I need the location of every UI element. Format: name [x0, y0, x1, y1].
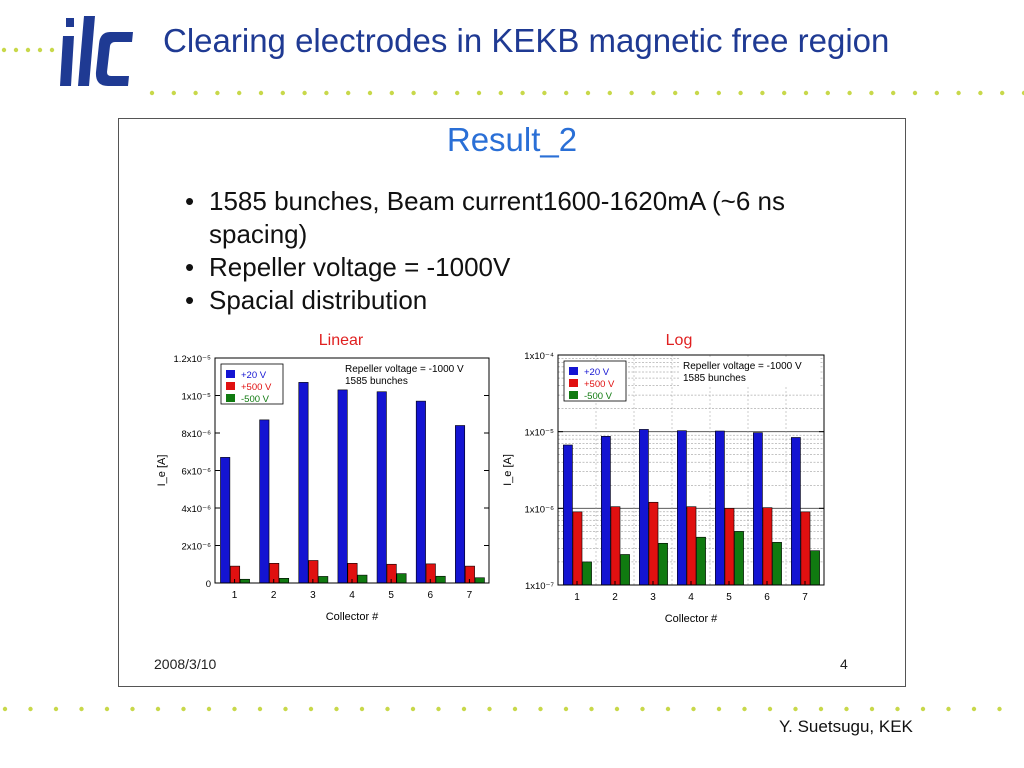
dot	[193, 91, 197, 95]
dot	[130, 707, 134, 711]
legend-swatch	[569, 391, 578, 399]
dot	[956, 91, 960, 95]
author-credit: Y. Suetsugu, KEK	[779, 717, 913, 736]
bullet-text: Spacial distribution	[209, 285, 428, 315]
bar	[677, 431, 686, 585]
legend-swatch	[226, 394, 235, 402]
legend-label: +20 V	[241, 370, 267, 381]
bar	[763, 508, 772, 585]
bar	[753, 433, 762, 585]
dot	[50, 48, 54, 52]
slide-date: 2008/3/10	[154, 656, 217, 672]
bar	[649, 502, 658, 585]
bar	[563, 445, 572, 585]
dot	[334, 707, 338, 711]
x-tick-label: 6	[764, 592, 770, 603]
dot	[804, 91, 808, 95]
y-tick-label: 6x10⁻⁶	[181, 466, 211, 478]
dot	[390, 91, 394, 95]
bullet-text: 1585 bunches, Beam current1600-1620mA (~6 ns spacing)	[209, 186, 785, 249]
dot	[258, 707, 262, 711]
bar	[810, 551, 819, 585]
x-tick-label: 5	[388, 590, 394, 601]
y-tick-label: 4x10⁻⁶	[181, 504, 211, 515]
dot	[436, 707, 440, 711]
dot	[629, 91, 633, 95]
bar	[397, 574, 406, 583]
dot	[913, 91, 917, 95]
dot	[455, 91, 459, 95]
dot	[640, 707, 644, 711]
dot	[819, 707, 823, 711]
y-tick-label: 1x10⁻⁶	[524, 504, 554, 516]
dot	[181, 707, 185, 711]
bar	[475, 578, 484, 583]
annotation-text: 1585 bunches	[345, 376, 408, 387]
dot	[513, 707, 517, 711]
x-axis-label: Collector #	[325, 611, 379, 623]
bar	[687, 507, 696, 585]
dot	[586, 91, 590, 95]
bar	[772, 542, 781, 585]
bar	[611, 507, 620, 585]
y-tick-label: 1x10⁻⁵	[181, 391, 211, 403]
bar	[299, 382, 308, 583]
x-tick-label: 6	[427, 590, 434, 601]
bar	[620, 554, 629, 585]
dot	[283, 707, 287, 711]
legend-label: -500 V	[584, 391, 612, 402]
dot	[309, 707, 313, 711]
y-tick-label: 1x10⁻⁷	[524, 581, 554, 592]
dot	[28, 707, 32, 711]
x-tick-label: 5	[726, 592, 732, 603]
dot	[826, 91, 830, 95]
annotation-text: Repeller voltage = -1000 V	[345, 364, 464, 375]
x-tick-label: 2	[612, 592, 618, 603]
bar	[436, 576, 445, 583]
dot	[978, 91, 982, 95]
dot	[520, 91, 524, 95]
result-title: Result_2	[446, 121, 578, 158]
dot	[691, 707, 695, 711]
dot	[666, 707, 670, 711]
bar	[696, 537, 705, 585]
dot	[324, 91, 328, 95]
left-dotted-line	[0, 47, 62, 53]
bar	[801, 512, 810, 585]
y-tick-label: 8x10⁻⁶	[181, 429, 211, 440]
annotation-text: 1585 bunches	[683, 373, 746, 384]
legend-swatch	[569, 379, 578, 387]
dot	[651, 91, 655, 95]
dot	[891, 91, 895, 95]
dot	[487, 707, 491, 711]
x-tick-label: 3	[310, 590, 316, 601]
dot	[281, 91, 285, 95]
bar	[601, 436, 610, 585]
dot	[895, 707, 899, 711]
x-tick-label: 1	[231, 590, 238, 601]
dot	[385, 707, 389, 711]
dot	[738, 91, 742, 95]
y-tick-label: 0	[205, 579, 211, 590]
y-axis-label: I_e [A]	[502, 454, 514, 486]
dot	[302, 91, 306, 95]
x-tick-label: 7	[466, 590, 473, 601]
legend-label: +20 V	[584, 367, 610, 378]
dot	[433, 91, 437, 95]
dot	[79, 707, 83, 711]
bar	[455, 426, 464, 584]
legend-swatch	[226, 370, 235, 378]
dot	[717, 707, 721, 711]
dot	[150, 91, 154, 95]
dot	[844, 707, 848, 711]
dot	[207, 707, 211, 711]
dot	[997, 707, 1001, 711]
dot	[232, 707, 236, 711]
dot	[935, 91, 939, 95]
bar	[582, 562, 591, 585]
bar	[260, 420, 269, 583]
dot	[564, 707, 568, 711]
y-tick-label: 1x10⁻⁴	[524, 351, 554, 362]
linear-bar-chart	[155, 325, 505, 631]
dot	[411, 91, 415, 95]
legend-swatch	[569, 367, 578, 375]
dot	[3, 707, 7, 711]
log-bar-chart	[501, 325, 841, 631]
bar	[725, 508, 734, 585]
dot	[972, 707, 976, 711]
chart-title: Log	[665, 332, 693, 349]
dot	[538, 707, 542, 711]
bullet-item	[181, 185, 809, 251]
top-dotted-line	[148, 90, 1024, 96]
dot	[477, 91, 481, 95]
page-number: 4	[840, 656, 848, 672]
dot	[105, 707, 109, 711]
dot	[360, 707, 364, 711]
dot	[589, 707, 593, 711]
bar	[377, 392, 386, 583]
x-tick-label: 7	[802, 592, 808, 603]
bar	[734, 531, 743, 585]
bar	[240, 579, 249, 583]
bullet-list	[181, 185, 809, 317]
bar	[639, 429, 648, 585]
ilc-logo	[60, 10, 142, 92]
dot	[946, 707, 950, 711]
dot	[368, 91, 372, 95]
x-tick-label: 4	[349, 590, 355, 601]
dot	[26, 48, 30, 52]
bar	[715, 431, 724, 585]
bar	[318, 576, 327, 583]
dot	[695, 91, 699, 95]
dot	[1000, 91, 1004, 95]
x-axis-label: Collector #	[664, 613, 718, 625]
dot	[782, 91, 786, 95]
bullet-item	[181, 284, 809, 317]
embedded-slide	[118, 118, 906, 687]
annotation-text: Repeller voltage = -1000 V	[683, 361, 802, 372]
dot	[742, 707, 746, 711]
bar	[658, 543, 667, 585]
x-tick-label: 1	[574, 592, 580, 603]
dot	[921, 707, 925, 711]
slide-title: Clearing electrodes in KEKB magnetic free region	[163, 22, 890, 59]
bar	[791, 437, 800, 585]
y-axis-label: I_e [A]	[156, 454, 168, 487]
dot	[768, 707, 772, 711]
y-tick-label: 1.2x10⁻⁵	[173, 354, 211, 365]
y-tick-label: 2x10⁻⁶	[181, 541, 211, 553]
y-tick-label: 1x10⁻⁵	[524, 427, 554, 439]
x-tick-label: 2	[270, 590, 277, 601]
dot	[346, 91, 350, 95]
dot	[499, 91, 503, 95]
dot	[608, 91, 612, 95]
x-tick-label: 3	[650, 592, 656, 603]
bullet-item	[181, 251, 809, 284]
bottom-dotted-line	[0, 706, 1024, 712]
dot	[411, 707, 415, 711]
bullet-text: Repeller voltage = -1000V	[209, 252, 511, 282]
dot	[564, 91, 568, 95]
dot	[237, 91, 241, 95]
dot	[870, 707, 874, 711]
bar	[358, 575, 367, 583]
dot	[156, 707, 160, 711]
dot	[38, 48, 42, 52]
chart-title: Linear	[318, 332, 364, 349]
dot	[462, 707, 466, 711]
dot	[54, 707, 58, 711]
dot	[215, 91, 219, 95]
bar	[573, 512, 582, 585]
dot	[793, 707, 797, 711]
dot	[14, 48, 18, 52]
dot	[615, 707, 619, 711]
bar	[279, 578, 288, 583]
dot	[542, 91, 546, 95]
dot	[673, 91, 677, 95]
legend-label: +500 V	[584, 379, 615, 390]
legend-label: -500 V	[241, 394, 269, 405]
dot	[760, 91, 764, 95]
bar	[338, 390, 347, 583]
dot	[172, 91, 176, 95]
x-tick-label: 4	[688, 592, 694, 603]
dot	[717, 91, 721, 95]
dot	[847, 91, 851, 95]
legend-label: +500 V	[241, 382, 272, 393]
dot	[869, 91, 873, 95]
dot	[2, 48, 6, 52]
bar	[220, 457, 229, 583]
bar	[416, 401, 425, 583]
legend-swatch	[226, 382, 235, 390]
dot	[259, 91, 263, 95]
